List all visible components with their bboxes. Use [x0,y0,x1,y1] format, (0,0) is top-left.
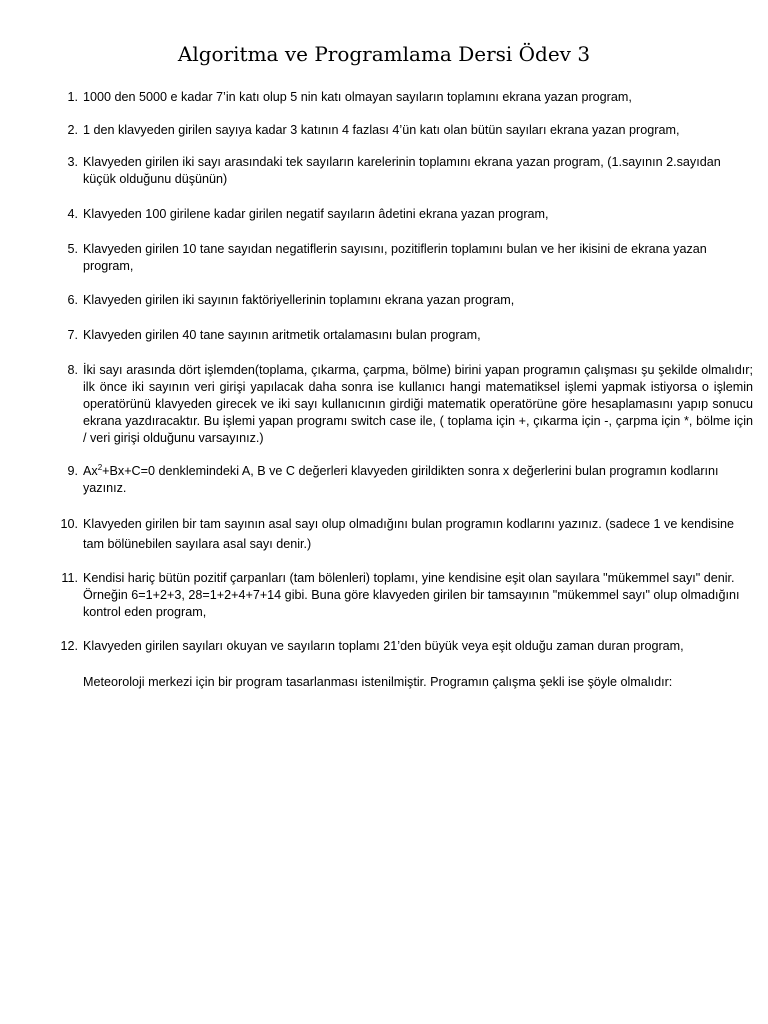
item-text: 1000 den 5000 e kadar 7’in katı olup 5 nin katı olmayan sayıların toplamını ekrana yazan program, [83,90,632,104]
equation-exponent: 2 [97,463,103,472]
closing-paragraph: Meteoroloji merkezi için bir program tasarlanması istenilmiştir. Programın çalışma şekli ise şöyle olmalıdır: [83,675,673,689]
item-number: 10. [60,517,78,531]
item-text: +Bx+C=0 denklemindeki A, B ve C değerleri klavyeden girildikten sonra x değerlerini bulan programın kodlarını yazınız. [83,464,719,495]
item-number: 12. [60,639,78,653]
item-text: Klavyeden girilen sayıları okuyan ve sayıların toplamı 21’den büyük veya eşit olduğu zaman duran program, [83,639,684,653]
item-number: 8. [67,363,78,377]
item-text: Klavyeden girilen iki sayının faktöriyellerinin toplamını ekrana yazan program, [83,293,515,307]
document-title: Algoritma ve Programlama Dersi Ödev 3 [177,42,591,66]
item-text: Klavyeden girilen iki sayı arasındaki tek sayıların karelerinin toplamını ekrana yazan program, (1.sayının 2.sayıdan küçük olduğunu düşünün) [83,155,721,186]
item-number: 4. [67,207,78,221]
item-text-wrapper [83,463,753,497]
item-number: 9. [67,464,78,478]
item-text: Kendisi hariç bütün pozitif çarpanları (tam bölenleri) toplamı, yine kendisine eşit olan sayılara "mükemmel sayı" denir. Örneğin 6=1+2+3, 28=1+2+4+7+14 gibi. Buna göre klavyeden girilen bir tamsayının "mükemmel sayı" olup olmadığını kontrol eden program, [83,571,740,619]
item-text: Klavyeden girilen bir tam sayının asal sayı olup olmadığını bulan programın kodlarını yazınız. (sadece 1 ve kendisine tam bölünebilen sayılara asal sayı denir.) [83,517,735,551]
equation-prefix: Ax [83,464,98,478]
item-number: 11. [61,571,78,585]
item-number: 5. [67,242,78,256]
item-text: 1 den klavyeden girilen sayıya kadar 3 katının 4 fazlası 4’ün katı olan bütün sayıları ekrana yazan program, [83,123,680,137]
item-number: 6. [67,293,78,307]
item-number: 3. [67,155,78,169]
item-number: 2. [67,123,78,137]
item-text: Klavyeden 100 girilene kadar girilen negatif sayıların âdetini ekrana yazan program, [83,207,549,221]
item-number: 7. [67,328,78,342]
item-text: İki sayı arasında dört işlemden(toplama, çıkarma, çarpma, bölme) birini yapan programın çalışması şu şekilde olmalıdır; ilk önce iki sayının veri girişi yapılacak daha sonra ise kullanıcı hangi matematiksel işlemi yapmak istiyorsa o işlemin operatörünü klavyeden girecek ve iki sayı kullanıcının girdiği matematik operatörüne göre hesaplamasını yapıp sonucu ekrana yazdıracaktır. Bu işlemi yapan programı switch case ile, ( toplama için +, çıkarma için -, çarpma için *, bölme için / veri girişi olduğunu varsayınız.) [83,363,753,445]
item-number: 1. [67,90,78,104]
item-text: Klavyeden girilen 40 tane sayının aritmetik ortalamasını bulan program, [83,328,481,342]
item-text: Klavyeden girilen 10 tane sayıdan negatiflerin sayısını, pozitiflerin toplamını bulan ve her ikisini de ekrana yazan program, [83,242,707,273]
